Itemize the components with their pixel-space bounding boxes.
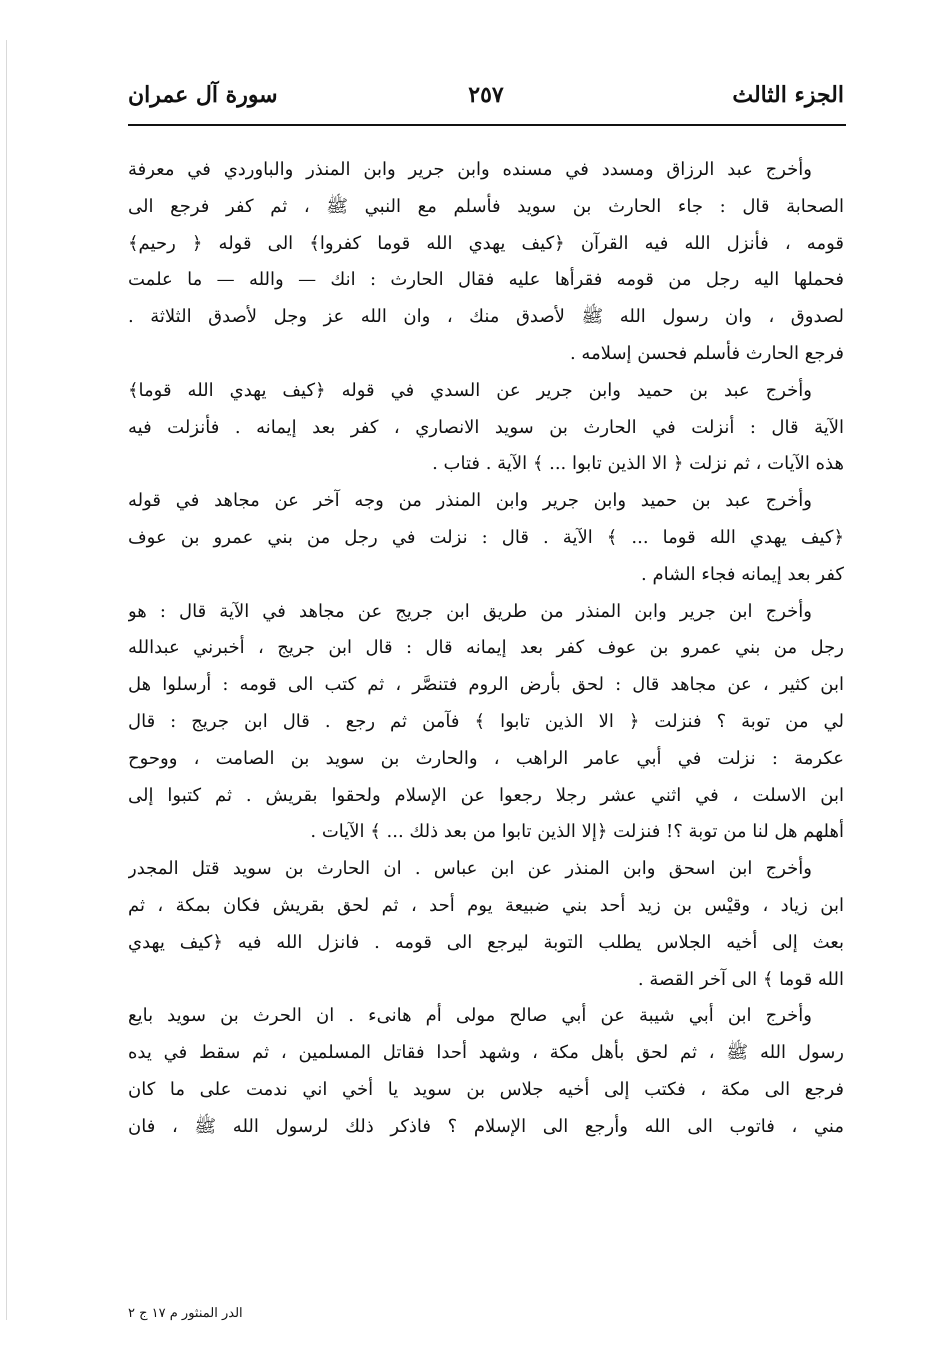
signature-mark: الدر المنثور م ١٧ ج ٢ <box>128 1306 243 1321</box>
text-line: وأخرج ابن أبي شيبة عن أبي صالح مولى أم هانىء . ان الحرث بن سويد بايع <box>128 1005 812 1027</box>
text-line: هذه الآيات ، ثم نزلت ﴿ الا الذين تابوا ... ﴾ الآية . فتاب . <box>432 453 844 475</box>
text-line: فرجع الى مكة ، فكتب إلى أخيه جلاس بن سويد يا أخي اني ندمت على ما كان <box>128 1078 844 1100</box>
running-header <box>128 78 844 122</box>
text-line: وأخرج عبد الرزاق ومسدد في مسنده وابن جرير وابن المنذر والباوردي في معرفة <box>128 159 812 180</box>
text-line: ابن زياد ، وقيْس بن زيد أحد بني ضبيعة يوم أحد ، ثم لحق بقريش فكان بمكة ، ثم <box>128 894 844 916</box>
text-line: أهلهم هل لنا من توبة ؟! فنزلت ﴿إلا الذين تابوا من بعد ذلك ... ﴾ الآيات . <box>310 821 844 843</box>
text-line: قومه ، فأنزل الله فيه القرآن ﴿كيف يهدي الله قوما كفروا﴾ الى قوله ﴿ رحيم﴾ <box>128 232 844 254</box>
page-footer <box>128 1306 844 1332</box>
text-line: ابن الاسلت ، في اثني عشر رجلا رجعوا عن الإسلام ولحقوا بقريش . ثم كتبوا إلى <box>128 784 844 806</box>
text-line: لي من توبة ؟ فنزلت ﴿ الا الذين تابوا ﴾ فآمن ثم رجع . قال ابن جريج : قال <box>128 710 844 732</box>
text-line: بعث إلى أخيه الجلاس يطلب التوبة ليرجع الى قومه . فانزل الله فيه ﴿كيف يهدي <box>128 931 844 953</box>
text-line: فرجع الحارث فأسلم فحسن إسلامه . <box>569 342 844 364</box>
text-line: ابن كثير ، عن مجاهد قال : لحق بأرض الروم فتنصَّر ، ثم كتب الى قومه : أرسلوا هل <box>128 674 844 696</box>
text-line: الصحابة قال : جاء الحارث بن سويد فأسلم مع النبي ﷺ ، ثم كفر فرجع الى <box>128 195 844 217</box>
part-title: الجزء الثالث <box>732 82 844 108</box>
text-line: كفر بعد إيمانه فجاء الشام . <box>641 563 844 585</box>
text-line: لصدوق ، وان رسول الله ﷺ لأصدق منك ، وان الله عز وجل لأصدق الثلاثة . <box>128 306 844 328</box>
text-line: الله قوما ﴾ الى آخر القصة . <box>637 968 844 990</box>
body-text <box>128 152 844 1302</box>
text-line: رجل من بني عمرو بن عوف كفر بعد إيمانه قال : قال ابن جريج ، أخبرني عبدالله <box>128 637 844 659</box>
text-line: رسول الله ﷺ ، ثم لحق بأهل مكة ، وشهد أحدا فقاتل المسلمين ، ثم سقط في يده <box>128 1042 844 1064</box>
text-line: عكرمة : نزلت في أبي عامر الراهب ، والحارث بن سويد بن الصامت ، ووحوح <box>128 747 844 769</box>
text-line: وأخرج ابن اسحق وابن المنذر عن ابن عباس . ان الحارث بن سويد قتل المجدر <box>128 858 812 880</box>
text-line: وأخرج عبد بن حميد وابن جرير وابن المنذر من وجه آخر عن مجاهد في قوله <box>128 490 812 512</box>
surah-title: سورة آل عمران <box>128 82 278 108</box>
page-edge-line <box>6 40 7 1320</box>
text-line: ﴿كيف يهدي الله قوما ... ﴾ الآية . قال : نزلت في رجل من بني عمرو بن عوف <box>128 526 844 548</box>
text-line: مني ، فاتوب الى الله وأرجع الى الإسلام ؟ فاذكر ذلك لرسول الله ﷺ ، فان <box>128 1115 844 1137</box>
header-rule <box>128 124 846 126</box>
text-line: وأخرج ابن جرير وابن المنذر من طريق ابن جريج عن مجاهد في الآية قال : هو <box>128 600 812 622</box>
page-number: ٢٥٧ <box>468 82 504 108</box>
text-line: الآية قال : أنزلت في الحارث بن سويد الانصاري ، كفر بعد إيمانه . فأنزلت فيه <box>128 416 844 438</box>
text-line: وأخرج عبد بن حميد وابن جرير عن السدي في قوله ﴿كيف يهدي الله قوما﴾ <box>128 379 812 401</box>
text-line: فحملها اليه رجل من قومه فقرأها عليه فقال الحارث : انك — والله — ما علمت <box>128 269 844 291</box>
